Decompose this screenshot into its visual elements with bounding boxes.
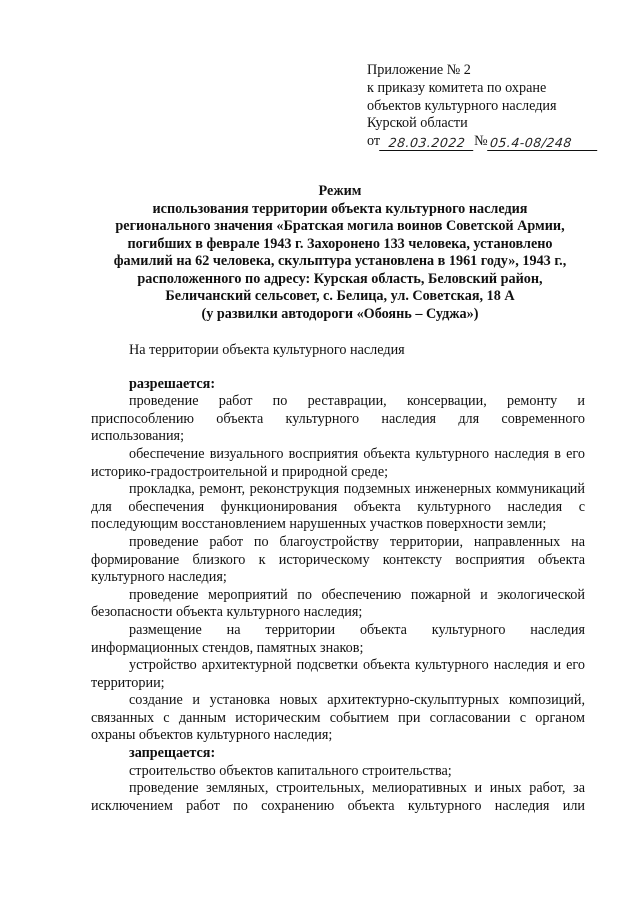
handwritten-date: 28.03.2022 — [379, 135, 475, 151]
allowed-item: устройство архитектурной подсветки объекта культурного наследия и его территории; — [91, 657, 585, 691]
title-line: Режим — [318, 183, 362, 199]
allowed-item: проведение работ по благоустройству территории, направленных на формирование близкого к историческому контексту восприятия объекта культурного наследия; — [91, 533, 585, 586]
document-body — [91, 342, 585, 815]
from-label: от — [367, 133, 381, 150]
allowed-item: обеспечение визуального восприятия объекта культурного наследия в его историко-градостроительной и природной среде; — [91, 445, 585, 480]
annex-region-line: Курской области — [367, 115, 468, 132]
number-sign: № — [474, 133, 488, 150]
forbidden-item: строительство объектов капитального строительства; — [129, 762, 452, 779]
allowed-item: проведение мероприятий по обеспечению пожарной и экологической безопасности объекта культурного наследия; — [91, 586, 585, 621]
allowed-item: прокладка, ремонт, реконструкция подземных инженерных коммуникаций для обеспечения функционирования объекта культурного наследия с последующим восстановлением нарушенных участков поверхности земли; — [91, 481, 585, 533]
annex-order-line: к приказу комитета по охране — [367, 79, 547, 96]
annex-date-number-line — [367, 133, 617, 151]
forbidden-item: проведение земляных, строительных, мелиоративных и иных работ, за исключением работ по сохранению объекта культурного наследия или — [91, 780, 585, 814]
allowed-heading: разрешается: — [129, 375, 216, 392]
forbidden-heading: запрещается: — [129, 745, 216, 762]
title-line: (у развилки автодороги «Обоянь – Суджа») — [201, 305, 479, 322]
title-line: Беличанский сельсовет, с. Белица, ул. Советская, 18 А — [165, 288, 515, 304]
annex-committee-line: объектов культурного наследия — [367, 97, 557, 114]
title-line: фамилий на 62 человека, скульптура установлена в 1961 году», 1943 г., — [113, 253, 567, 269]
title-line: регионального значения «Братская могила воинов Советской Армии, — [115, 218, 565, 234]
title-line: использования территории объекта культурного наследия — [152, 200, 528, 217]
title-line: погибших в феврале 1943 г. Захоронено 133 человека, установлено — [127, 235, 553, 252]
allowed-item: проведение работ по реставрации, консервации, ремонту и приспособлению объекта культурного наследия для современного использования; — [91, 393, 585, 445]
document-title — [60, 183, 620, 323]
handwritten-order-number: 05.4-08/248 — [487, 135, 599, 151]
annex-header — [367, 62, 617, 151]
allowed-item: размещение на территории объекта культурного наследия информационных стендов, памятных знаков; — [91, 621, 585, 656]
intro-paragraph: На территории объекта культурного наследия — [129, 342, 405, 358]
allowed-item: создание и установка новых архитектурно-скульптурных композиций, связанных с данным историческим событием при согласовании с органом охраны объектов культурного наследия; — [91, 692, 585, 744]
annex-title: Приложение № 2 — [367, 62, 471, 78]
title-line: расположенного по адресу: Курская область, Беловский район, — [137, 270, 543, 287]
